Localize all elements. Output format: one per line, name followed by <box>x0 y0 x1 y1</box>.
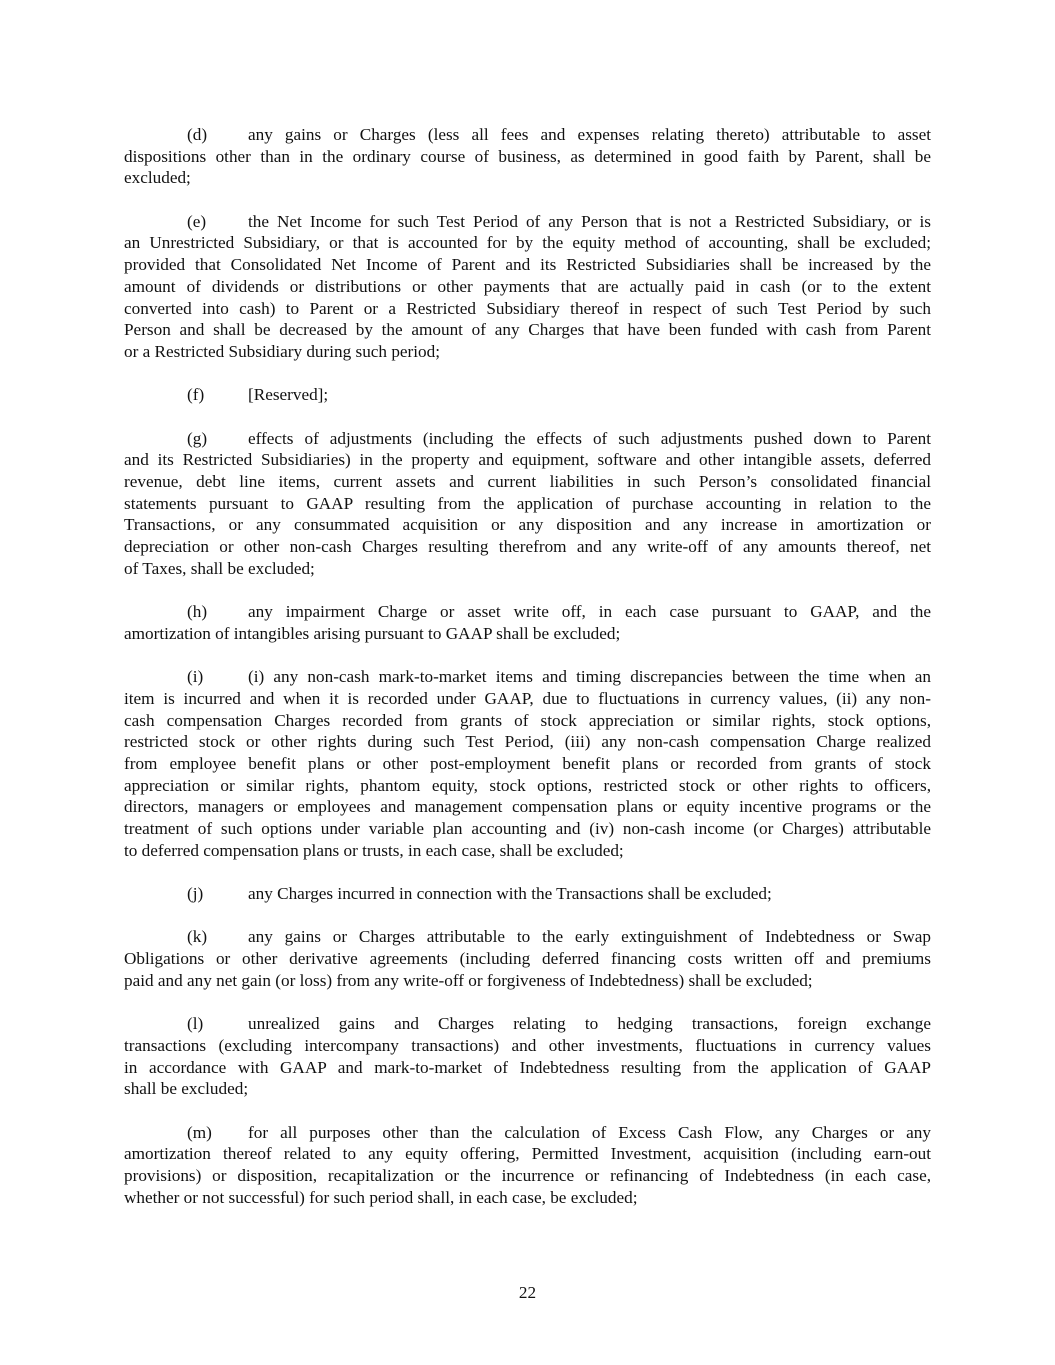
clause-paragraph <box>124 124 931 189</box>
clause-label: (k) <box>187 927 208 947</box>
clause-label: (d) <box>187 125 208 144</box>
clause-label: (j) <box>187 884 204 904</box>
clause-label: (l) <box>187 1014 204 1034</box>
text-line: dispositions other than in the ordinary course of business, as determined in good faith by Parent, shall be <box>124 146 931 166</box>
text-line: for all purposes other than the calculation of Excess Cash Flow, any Charges or any (m) <box>187 1122 931 1142</box>
clause-paragraph <box>124 666 931 861</box>
clause-paragraph <box>124 926 931 991</box>
text-line: any impairment Charge or asset write off, in each case pursuant to GAAP, and the (h) <box>187 602 931 622</box>
text-line: amortization of intangibles arising pursuant to GAAP shall be excluded; <box>124 623 621 643</box>
text-line: shall be excluded; <box>124 1079 249 1099</box>
text-line: an Unrestricted Subsidiary, or that is accounted for by the equity method of accounting, shall be excluded; <box>124 233 931 253</box>
text-line: to deferred compensation plans or trusts, in each case, shall be excluded; <box>124 840 624 860</box>
clause-label: (m) <box>187 1122 212 1142</box>
text-line: item is incurred and when it is recorded under GAAP, due to fluctuations in currency values, (ii) any non- <box>124 688 931 708</box>
text-line: and its Restricted Subsidiaries) in the property and equipment, software and other intangible assets, deferred <box>124 450 931 470</box>
document-body <box>124 124 931 1230</box>
clause-label: (e) <box>187 211 207 231</box>
clause-paragraph <box>124 1013 931 1100</box>
clause-paragraph <box>124 211 931 363</box>
clause-paragraph <box>124 601 931 644</box>
clause-paragraph <box>124 384 931 406</box>
text-line: Transactions, or any consummated acquisition or any disposition and any increase in amortization or <box>124 515 931 535</box>
text-line: [Reserved]; (f) <box>187 385 329 405</box>
text-line: cash compensation Charges recorded from grants of stock appreciation or similar rights, stock options, <box>124 710 931 730</box>
text-line: excluded; <box>124 168 191 188</box>
text-line: statements pursuant to GAAP resulting from the application of purchase accounting in relation to the <box>124 493 931 513</box>
clause-paragraph <box>124 1122 931 1209</box>
text-line: or a Restricted Subsidiary during such period; <box>124 341 440 361</box>
clause-label: (g) <box>187 428 208 448</box>
text-line: depreciation or other non-cash Charges resulting therefrom and any write-off of any amounts thereof, net <box>124 537 931 557</box>
text-line: in accordance with GAAP and mark-to-market of Indebtedness resulting from the application of GAAP <box>124 1057 931 1077</box>
text-line: any gains or Charges (less all fees and expenses relating thereto) attributable to asset (d) <box>187 125 931 144</box>
text-line: restricted stock or other rights during such Test Period, (iii) any non-cash compensation Charge realized <box>124 732 931 752</box>
text-line: Obligations or other derivative agreements (including deferred financing costs written off and premiums <box>124 949 931 969</box>
text-line: from employee benefit plans or other post-employment benefit plans or recorded from grants of stock <box>124 753 931 773</box>
text-line: appreciation or similar rights, phantom equity, stock options, restricted stock or other rights to officers, <box>124 775 931 795</box>
clause-label: (f) <box>187 385 205 405</box>
clause-paragraph <box>124 428 931 580</box>
text-line: (i) any non-cash mark-to-market items and timing discrepancies between the time when an (i) <box>187 667 931 687</box>
text-line: the Net Income for such Test Period of any Person that is not a Restricted Subsidiary, or is (e) <box>187 211 931 231</box>
text-line: treatment of such options under variable plan accounting and (iv) non-cash income (or Charges) attributable <box>124 819 931 838</box>
text-line: paid and any net gain (or loss) from any write-off or forgiveness of Indebtedness) shall be excluded; <box>124 970 813 990</box>
text-line: revenue, debt line items, current assets and current liabilities in such Person’s consolidated financial <box>124 472 931 491</box>
clause-paragraph <box>124 883 931 905</box>
text-line: directors, managers or employees and management compensation plans or equity incentive programs or the <box>124 797 931 817</box>
text-line: effects of adjustments (including the effects of such adjustments pushed down to Parent (g) <box>187 428 931 448</box>
text-line: provided that Consolidated Net Income of Parent and its Restricted Subsidiaries shall be increased by the <box>124 255 931 275</box>
clause-label: (h) <box>187 602 208 622</box>
text-line: transactions (excluding intercompany transactions) and other investments, fluctuations in currency values <box>124 1035 931 1055</box>
text-line: amount of dividends or distributions or other payments that are actually paid in cash (or to the extent <box>124 276 931 296</box>
text-line: any Charges incurred in connection with the Transactions shall be excluded; (j) <box>187 884 772 904</box>
clause-label: (i) <box>187 667 204 687</box>
page-number: 22 <box>518 1283 537 1302</box>
text-line: amortization thereof related to any equity offering, Permitted Investment, acquisition (including earn-out <box>124 1144 931 1164</box>
text-line: any gains or Charges attributable to the early extinguishment of Indebtedness or Swap (k) <box>187 927 931 947</box>
text-line: unrealized gains and Charges relating to hedging transactions, foreign exchange (l) <box>187 1014 931 1034</box>
text-line: whether or not successful) for such period shall, in each case, be excluded; <box>124 1187 638 1207</box>
text-line: provisions) or disposition, recapitalization or the incurrence or refinancing of Indebtedness (in each case, <box>124 1166 931 1185</box>
text-line: converted into cash) to Parent or a Restricted Subsidiary thereof in respect of such Test Period by such <box>124 298 931 318</box>
text-line: Person and shall be decreased by the amount of any Charges that have been funded with cash from Parent <box>124 320 931 340</box>
text-line: of Taxes, shall be excluded; <box>124 558 315 578</box>
